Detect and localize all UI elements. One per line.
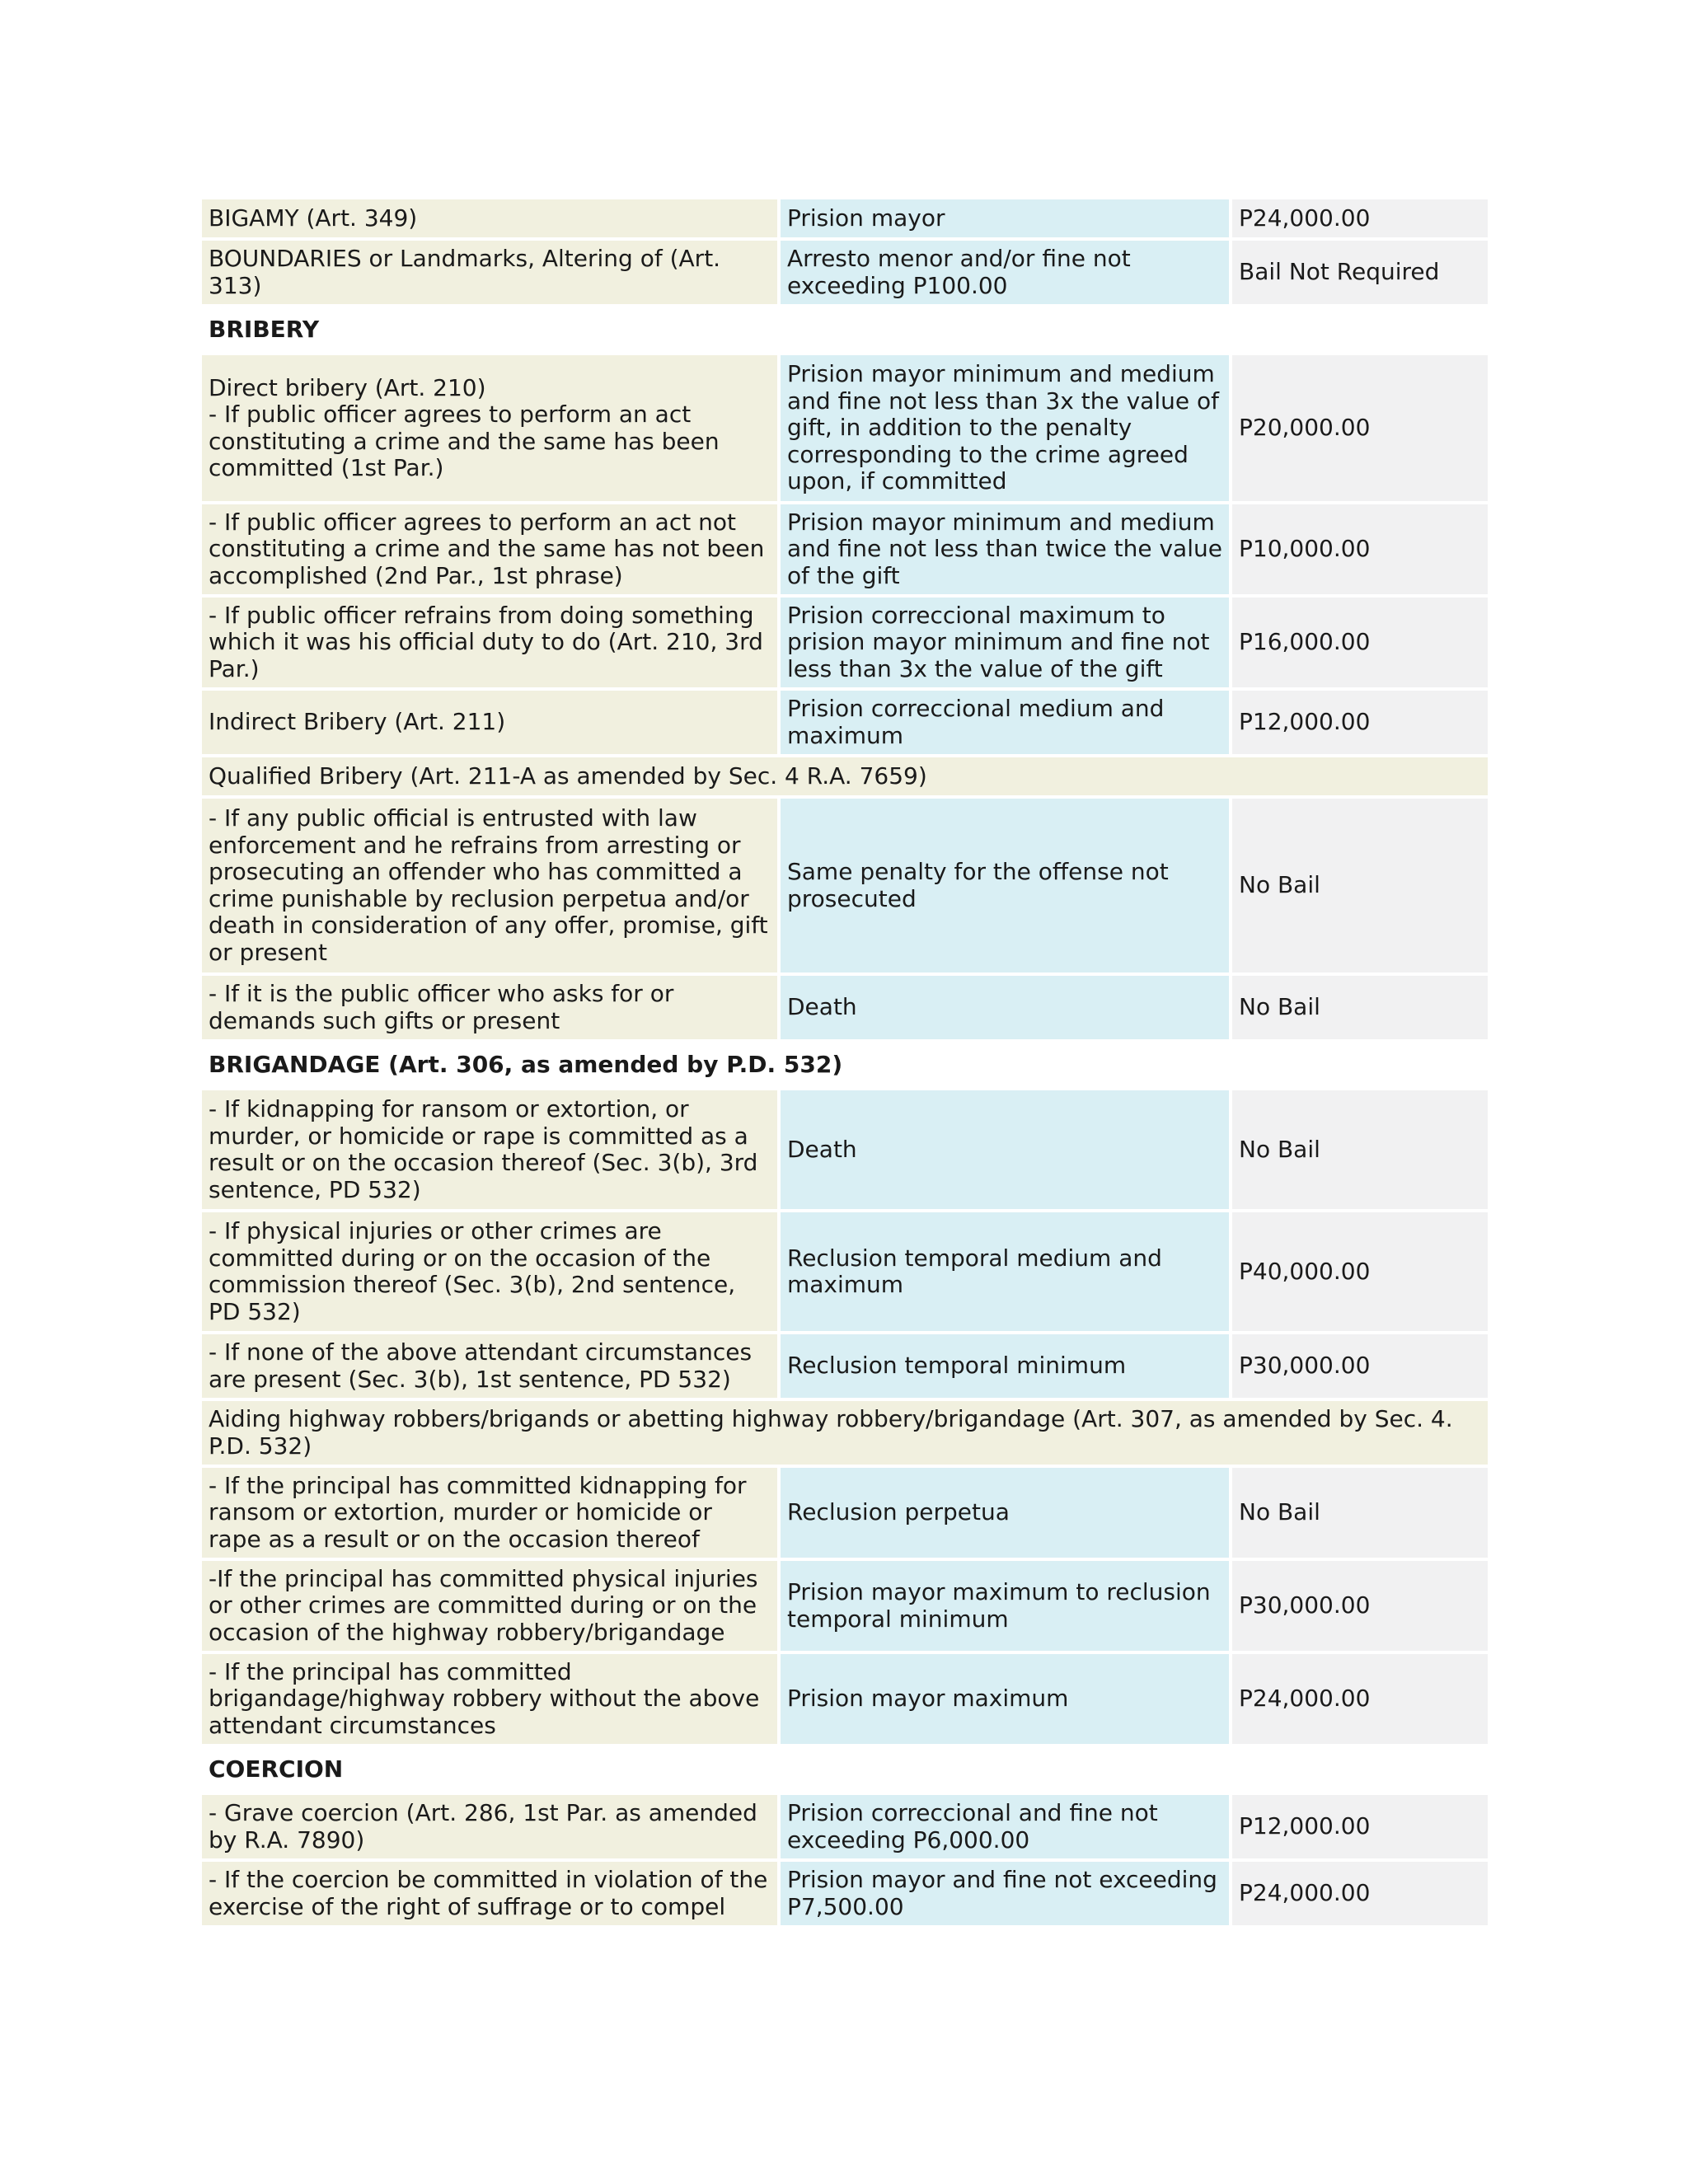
offense-text: BOUNDARIES or Landmarks, Altering of (Art. 313) (209, 245, 721, 299)
bail-amount-cell: No Bail (1232, 1090, 1488, 1212)
offense-text: - If it is the public officer who asks for or demands such gifts or present (209, 980, 674, 1034)
offense-cell (202, 504, 781, 598)
table-row (202, 691, 1488, 757)
penalty-text: Prision mayor minimum and medium and fine not less than twice the value of the gift (787, 508, 1222, 589)
table-row (202, 1795, 1488, 1862)
penalty-cell (781, 199, 1232, 241)
offense-text: Indirect Bribery (Art. 211) (209, 708, 506, 736)
penalty-cell (781, 504, 1232, 598)
penalty-text: Reclusion perpetua (787, 1498, 1010, 1526)
table-row (202, 1090, 1488, 1212)
penalty-text: Death (787, 993, 857, 1021)
offense-text: - Grave coercion (Art. 286, 1st Par. as amended by R.A. 7890) (209, 1799, 757, 1854)
offense-cell (202, 691, 781, 757)
document-page (202, 199, 1488, 1965)
section-header-row (202, 307, 1488, 355)
table-row (202, 1212, 1488, 1334)
penalty-text: Prision correccional and fine not exceeding P6,000.00 (787, 1799, 1158, 1854)
offense-text: Direct bribery (Art. 210) (209, 373, 486, 401)
offense-text: - If physical injuries or other crimes are committed during or on the occasion of the commission thereof (Sec. 3(b), 2nd sentence, PD 532) (209, 1217, 736, 1325)
bail-amount-cell: No Bail (1232, 976, 1488, 1043)
table-row (202, 241, 1488, 307)
table-row (202, 1334, 1488, 1401)
offense-cell (202, 1795, 781, 1862)
penalty-cell (781, 799, 1232, 976)
table-row (202, 355, 1488, 504)
section-heading: BRIBERY (202, 307, 1488, 355)
penalty-text: Death (787, 1135, 857, 1163)
table-row (202, 976, 1488, 1043)
offense-text: - If kidnapping for ransom or extortion, or murder, or homicide or rape is committed as a result or on the occasion thereof (Sec. 3(b), 3rd sentence, PD 532) (209, 1095, 758, 1203)
offense-cell (202, 1561, 781, 1654)
penalty-cell (781, 1795, 1232, 1862)
table-row (202, 1561, 1488, 1654)
penalty-text: Prision mayor and fine not exceeding P7,500.00 (787, 1866, 1217, 1920)
bail-amount-cell: P20,000.00 (1232, 355, 1488, 504)
offense-cell (202, 1090, 781, 1212)
offense-text: - If none of the above attendant circumstances are present (Sec. 3(b), 1st sentence, PD 532) (209, 1338, 753, 1393)
bail-amount-cell: P24,000.00 (1232, 199, 1488, 241)
section-header-row (202, 1747, 1488, 1795)
bail-amount-cell: P30,000.00 (1232, 1561, 1488, 1654)
offense-text: - If the principal has committed kidnapping for ransom or extortion, murder or homicide or rape as a result or on the occasion thereof (209, 1471, 747, 1553)
subsection-heading: Qualified Bribery (Art. 211-A as amended by Sec. 4 R.A. 7659) (202, 757, 1488, 799)
table-row (202, 598, 1488, 691)
table-row (202, 504, 1488, 598)
penalty-text: Same penalty for the offense not prosecuted (787, 858, 1169, 912)
offense-text: - If any public official is entrusted with law enforcement and he refrains from arresting or prosecuting an offender who has committed a crime punishable by reclusion perpetua and/or death in consideration of any offer, promise, gift or present (209, 804, 768, 966)
bail-schedule-table (202, 199, 1488, 1929)
penalty-cell (781, 355, 1232, 504)
bail-amount-cell: No Bail (1232, 799, 1488, 976)
penalty-text: Prision mayor maximum to reclusion temporal minimum (787, 1578, 1211, 1633)
table-row (202, 1862, 1488, 1929)
offense-text: BIGAMY (Art. 349) (209, 204, 418, 232)
offense-cell (202, 1212, 781, 1334)
penalty-text: Prision mayor (787, 204, 945, 232)
penalty-cell (781, 1468, 1232, 1561)
bail-amount-cell: P40,000.00 (1232, 1212, 1488, 1334)
offense-text: - If the principal has committed brigandage/highway robbery without the above attendant circumstances (209, 1657, 760, 1739)
offense-text: - If public officer agrees to perform an act constituting a crime and the same has been committed (1st Par.) (209, 401, 720, 481)
offense-cell (202, 241, 781, 307)
penalty-cell (781, 1090, 1232, 1212)
offense-cell (202, 1334, 781, 1401)
bail-amount-cell: P12,000.00 (1232, 1795, 1488, 1862)
penalty-cell (781, 1654, 1232, 1747)
penalty-text: Prision mayor maximum (787, 1685, 1069, 1713)
bail-amount-cell: P10,000.00 (1232, 504, 1488, 598)
bail-schedule-body (202, 199, 1488, 1929)
offense-text: -If the principal has committed physical injuries or other crimes are committed during or on the occasion of the highway robbery/brigandage (209, 1564, 758, 1646)
penalty-text: Prision mayor minimum and medium and fine not less than 3x the value of gift, in addition to the penalty corresponding to the crime agreed upon, if committed (787, 360, 1219, 495)
section-heading: BRIGANDAGE (Art. 306, as amended by P.D. 532) (202, 1043, 1488, 1090)
penalty-cell (781, 1334, 1232, 1401)
bail-amount-cell: No Bail (1232, 1468, 1488, 1561)
bail-amount-cell: P24,000.00 (1232, 1862, 1488, 1929)
offense-cell (202, 799, 781, 976)
table-row (202, 799, 1488, 976)
penalty-text: Reclusion temporal minimum (787, 1352, 1127, 1380)
offense-cell (202, 976, 781, 1043)
offense-text: - If public officer refrains from doing something which it was his official duty to do (Art. 210, 3rd Par.) (209, 601, 763, 682)
offense-cell (202, 1654, 781, 1747)
penalty-text: Arresto menor and/or fine not exceeding P100.00 (787, 245, 1131, 299)
table-row (202, 1654, 1488, 1747)
bail-amount-cell: P24,000.00 (1232, 1654, 1488, 1747)
table-row (202, 1468, 1488, 1561)
penalty-cell (781, 1862, 1232, 1929)
penalty-cell (781, 241, 1232, 307)
offense-cell (202, 1468, 781, 1561)
subsection-heading: Aiding highway robbers/brigands or abetting highway robbery/brigandage (Art. 307, as amended by Sec. 4. P.D. 532) (202, 1401, 1488, 1468)
subsection-row (202, 757, 1488, 799)
offense-cell (202, 598, 781, 691)
penalty-cell (781, 598, 1232, 691)
bail-amount-cell: P16,000.00 (1232, 598, 1488, 691)
bail-amount-cell: P12,000.00 (1232, 691, 1488, 757)
table-row (202, 199, 1488, 241)
penalty-cell (781, 1212, 1232, 1334)
subsection-row (202, 1401, 1488, 1468)
offense-cell (202, 1862, 781, 1929)
penalty-cell (781, 691, 1232, 757)
offense-cell (202, 199, 781, 241)
penalty-text: Prision correccional maximum to prision mayor minimum and fine not less than 3x the value of the gift (787, 601, 1210, 682)
offense-text: - If public officer agrees to perform an act not constituting a crime and the same has not been accomplished (2nd Par., 1st phrase) (209, 508, 765, 589)
penalty-cell (781, 1561, 1232, 1654)
penalty-cell (781, 976, 1232, 1043)
penalty-text: Prision correccional medium and maximum (787, 695, 1165, 749)
offense-cell (202, 355, 781, 504)
offense-text: - If the coercion be committed in violation of the exercise of the right of suffrage or to compel (209, 1866, 768, 1920)
section-header-row (202, 1043, 1488, 1090)
section-heading: COERCION (202, 1747, 1488, 1795)
penalty-text: Reclusion temporal medium and maximum (787, 1244, 1162, 1298)
bail-amount-cell: P30,000.00 (1232, 1334, 1488, 1401)
bail-amount-cell: Bail Not Required (1232, 241, 1488, 307)
